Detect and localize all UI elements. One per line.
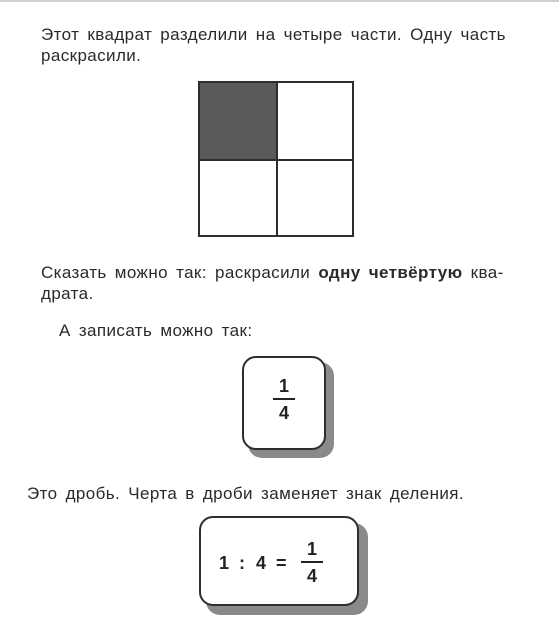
saying-prefix: Сказать можно так: раскрасили bbox=[41, 263, 319, 282]
explanation-text: Это дробь. Черта в дроби заменяет знак деления. bbox=[27, 484, 465, 503]
division-divisor: 4 bbox=[256, 553, 267, 573]
page-top-border bbox=[0, 0, 559, 2]
fraction-numerator: 1 bbox=[278, 376, 289, 396]
division-result-fraction bbox=[299, 539, 325, 586]
division-operator: : bbox=[239, 553, 245, 573]
fraction-one-quarter bbox=[244, 376, 324, 423]
saying-bold-phrase: одну четвёртую bbox=[318, 263, 463, 282]
result-numerator: 1 bbox=[306, 539, 317, 559]
division-dividend: 1 bbox=[219, 553, 230, 573]
intro-line-2: раскрасили. bbox=[41, 46, 142, 65]
fraction-bar bbox=[273, 398, 295, 400]
blank-quarter-top-right bbox=[277, 83, 352, 160]
saying-line-1 bbox=[41, 262, 504, 283]
result-fraction-bar bbox=[301, 561, 323, 563]
square-horizontal-divider bbox=[200, 159, 352, 161]
saying-suffix: ква- bbox=[462, 263, 504, 282]
blank-quarter-bottom-left bbox=[200, 160, 277, 235]
saying-line-2: драта. bbox=[41, 284, 94, 303]
result-denominator: 4 bbox=[306, 566, 317, 586]
shaded-quarter bbox=[200, 83, 277, 160]
fraction-card bbox=[242, 356, 326, 450]
writing-label: А записать можно так: bbox=[59, 321, 253, 340]
division-equals: = bbox=[276, 553, 287, 573]
fraction-denominator: 4 bbox=[278, 403, 289, 423]
blank-quarter-bottom-right bbox=[277, 160, 352, 235]
divided-square bbox=[198, 81, 354, 237]
division-card bbox=[199, 516, 359, 606]
intro-line-1: Этот квадрат разделили на четыре части. Одну часть bbox=[41, 25, 506, 44]
